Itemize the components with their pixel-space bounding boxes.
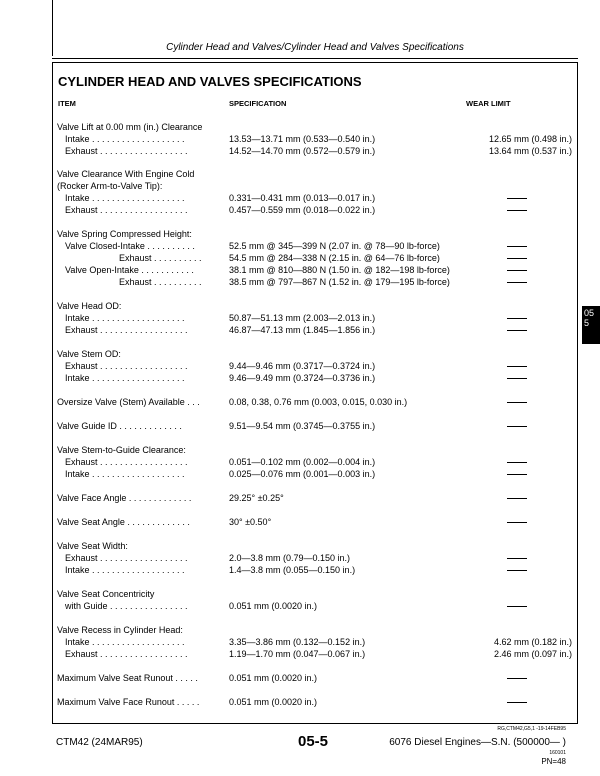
spec-row-label: Exhaust . . . . . . . . . . . . . . . . . . [65, 205, 188, 215]
spec-row-value: 0.051 mm (0.0020 in.) [229, 697, 318, 707]
spec-row-label: Valve Stem-to-Guide Clearance: [57, 445, 186, 455]
spec-row-label: Valve Stem OD: [57, 349, 121, 359]
spec-row-value: 0.457—0.559 mm (0.018—0.022 in.) [229, 205, 376, 215]
spec-row [57, 168, 572, 180]
spec-row [57, 444, 572, 456]
spec-row-value: 0.051 mm (0.0020 in.) [229, 673, 318, 683]
wear-limit-dash [507, 462, 527, 463]
reference-code: RG,CTM42,G5,1 -19-14FEB95 [497, 726, 566, 732]
column-header-specification: SPECIFICATION [229, 99, 287, 108]
spec-row-label: Valve Recess in Cylinder Head: [57, 625, 183, 635]
spec-row-value: 50.87—51.13 mm (2.003—2.013 in.) [229, 313, 376, 323]
footer-pn: PN=48 [541, 757, 566, 766]
spec-row [57, 252, 572, 264]
spec-row-label: Maximum Valve Face Runout . . . . . [57, 697, 200, 707]
spec-row [57, 192, 572, 204]
spec-row [57, 468, 572, 480]
wear-limit-dash [507, 558, 527, 559]
spec-row [57, 540, 572, 552]
spec-row [57, 396, 572, 408]
wear-limit-dash [507, 366, 527, 367]
spec-row-label: Valve Head OD: [57, 301, 122, 311]
spec-row [57, 348, 572, 360]
spec-row-value: 38.5 mm @ 797—867 N (1.52 in. @ 179—195 lb-force) [229, 277, 450, 287]
spec-row-wear-limit: 4.62 mm (0.182 in.) [493, 637, 572, 647]
spec-row-value: 9.51—9.54 mm (0.3745—0.3755 in.) [229, 421, 376, 431]
header-rule [52, 58, 578, 59]
spec-row-label: Exhaust . . . . . . . . . . . . . . . . . . [65, 553, 188, 563]
spec-row [57, 240, 572, 252]
spec-row [57, 300, 572, 312]
column-header-wear-limit: WEAR LIMIT [466, 99, 511, 108]
wear-limit-dash [507, 402, 527, 403]
spec-row [57, 324, 572, 336]
wear-limit-dash [507, 270, 527, 271]
spec-row-label: Exhaust . . . . . . . . . . . . . . . . . . [65, 146, 188, 156]
spec-row-label: Exhaust . . . . . . . . . . . . . . . . . . [65, 361, 188, 371]
footer-engine-model: 6076 Diesel Engines—S.N. (500000— ) [389, 737, 566, 748]
running-header: Cylinder Head and Valves/Cylinder Head and Valves Specifications [166, 42, 464, 53]
spec-row [57, 636, 572, 648]
spec-row-value: 54.5 mm @ 284—338 N (2.15 in. @ 64—76 lb-force) [229, 253, 440, 263]
spec-row [57, 228, 572, 240]
spec-row [57, 145, 572, 157]
section-tab-number: 05 [584, 308, 595, 318]
spec-row-value: 1.4—3.8 mm (0.055—0.150 in.) [229, 565, 356, 575]
spec-row-label: Valve Closed-Intake . . . . . . . . . . [65, 241, 195, 251]
wear-limit-dash [507, 474, 527, 475]
spec-row-label: Exhaust . . . . . . . . . . [119, 253, 202, 263]
wear-limit-dash [507, 318, 527, 319]
spec-row-value: 0.025—0.076 mm (0.001—0.003 in.) [229, 469, 376, 479]
spec-row-value: 2.0—3.8 mm (0.79—0.150 in.) [229, 553, 351, 563]
spec-row-label: Maximum Valve Seat Runout . . . . . [57, 673, 198, 683]
wear-limit-dash [507, 678, 527, 679]
spec-row-label: Exhaust . . . . . . . . . . . . . . . . . . [65, 325, 188, 335]
spec-row [57, 312, 572, 324]
spec-row-value: 29.25° ±0.25° [229, 493, 284, 503]
section-tab-subnumber: 5 [584, 318, 590, 328]
spec-row-value: 52.5 mm @ 345—399 N (2.07 in. @ 78—90 lb-force) [229, 241, 440, 251]
spec-row [57, 121, 572, 133]
spec-row-value: 38.1 mm @ 810—880 N (1.50 in. @ 182—198 lb-force) [229, 265, 450, 275]
wear-limit-dash [507, 498, 527, 499]
wear-limit-dash [507, 198, 527, 199]
spec-row [57, 624, 572, 636]
spec-row [57, 600, 572, 612]
spec-row-value: 46.87—47.13 mm (1.845—1.856 in.) [229, 325, 376, 335]
spec-row [57, 204, 572, 216]
spec-row-label: with Guide . . . . . . . . . . . . . . . . [65, 601, 188, 611]
spec-row [57, 372, 572, 384]
spec-row-label: Intake . . . . . . . . . . . . . . . . . . . [65, 565, 185, 575]
spec-row-value: 0.331—0.431 mm (0.013—0.017 in.) [229, 193, 376, 203]
spec-row-value: 30° ±0.50° [229, 517, 272, 527]
wear-limit-dash [507, 702, 527, 703]
spec-row-label: Exhaust . . . . . . . . . . . . . . . . . . [65, 457, 188, 467]
spec-row-value: 3.35—3.86 mm (0.132—0.152 in.) [229, 637, 366, 647]
spec-row [57, 420, 572, 432]
spec-row-label: Intake . . . . . . . . . . . . . . . . . . . [65, 373, 185, 383]
spec-row [57, 360, 572, 372]
wear-limit-dash [507, 426, 527, 427]
spec-row-value: 0.051 mm (0.0020 in.) [229, 601, 318, 611]
spec-row [57, 180, 572, 192]
spec-row-value: 0.051—0.102 mm (0.002—0.004 in.) [229, 457, 376, 467]
spec-row-label: Valve Clearance With Engine Cold [57, 169, 195, 179]
column-header-item: ITEM [58, 99, 76, 108]
spec-row [57, 492, 572, 504]
spec-row [57, 264, 572, 276]
spec-row-wear-limit: 12.65 mm (0.498 in.) [488, 134, 572, 144]
spec-row [57, 133, 572, 145]
spec-row-label: (Rocker Arm-to-Valve Tip): [57, 181, 163, 191]
spec-row-label: Oversize Valve (Stem) Available . . . [57, 397, 200, 407]
page-title: CYLINDER HEAD AND VALVES SPECIFICATIONS [58, 74, 362, 89]
spec-row-value: 13.53—13.71 mm (0.533—0.540 in.) [229, 134, 376, 144]
spec-row-label: Intake . . . . . . . . . . . . . . . . . . . [65, 134, 185, 144]
spec-row-label: Valve Spring Compressed Height: [57, 229, 192, 239]
spec-row [57, 456, 572, 468]
wear-limit-dash [507, 210, 527, 211]
spec-row [57, 588, 572, 600]
spec-row-label: Exhaust . . . . . . . . . . . . . . . . . . [65, 649, 188, 659]
spec-row-value: 9.44—9.46 mm (0.3717—0.3724 in.) [229, 361, 376, 371]
footer-manual-id: CTM42 (24MAR95) [56, 737, 143, 748]
wear-limit-dash [507, 246, 527, 247]
wear-limit-dash [507, 282, 527, 283]
spec-row-wear-limit: 2.46 mm (0.097 in.) [493, 649, 572, 659]
wear-limit-dash [507, 606, 527, 607]
spec-row-label: Valve Guide ID . . . . . . . . . . . . . [57, 421, 182, 431]
wear-limit-dash [507, 522, 527, 523]
spec-row-wear-limit: 13.64 mm (0.537 in.) [488, 146, 572, 156]
spec-row-label: Valve Seat Angle . . . . . . . . . . . . . [57, 517, 190, 527]
spec-row-value: 1.19—1.70 mm (0.047—0.067 in.) [229, 649, 366, 659]
spec-row-label: Intake . . . . . . . . . . . . . . . . . . . [65, 193, 185, 203]
spec-row-value: 9.46—9.49 mm (0.3724—0.3736 in.) [229, 373, 376, 383]
spec-row-label: Valve Seat Concentricity [57, 589, 155, 599]
spec-row-value: 0.08, 0.38, 0.76 mm (0.003, 0.015, 0.030 in.) [229, 397, 408, 407]
footer-code: 160101 [549, 750, 566, 756]
spec-row-label: Intake . . . . . . . . . . . . . . . . . . . [65, 469, 185, 479]
wear-limit-dash [507, 330, 527, 331]
spec-row [57, 672, 572, 684]
spec-row [57, 648, 572, 660]
footer-page-number: 05-5 [298, 733, 329, 750]
spec-row [57, 564, 572, 576]
spec-row-label: Valve Lift at 0.00 mm (in.) Clearance [57, 122, 203, 132]
wear-limit-dash [507, 258, 527, 259]
spec-row-label: Exhaust . . . . . . . . . . [119, 277, 202, 287]
spec-row [57, 696, 572, 708]
spec-row [57, 552, 572, 564]
spec-row-value: 14.52—14.70 mm (0.572—0.579 in.) [229, 146, 376, 156]
spec-row-label: Intake . . . . . . . . . . . . . . . . . . . [65, 313, 185, 323]
spec-row [57, 276, 572, 288]
spec-row-label: Valve Seat Width: [57, 541, 128, 551]
section-tab [582, 306, 600, 344]
spec-row-label: Valve Face Angle . . . . . . . . . . . . . [57, 493, 192, 503]
spec-row-label: Valve Open-Intake . . . . . . . . . . . [65, 265, 194, 275]
spec-row [57, 516, 572, 528]
wear-limit-dash [507, 570, 527, 571]
wear-limit-dash [507, 378, 527, 379]
spec-row-label: Intake . . . . . . . . . . . . . . . . . . . [65, 637, 185, 647]
